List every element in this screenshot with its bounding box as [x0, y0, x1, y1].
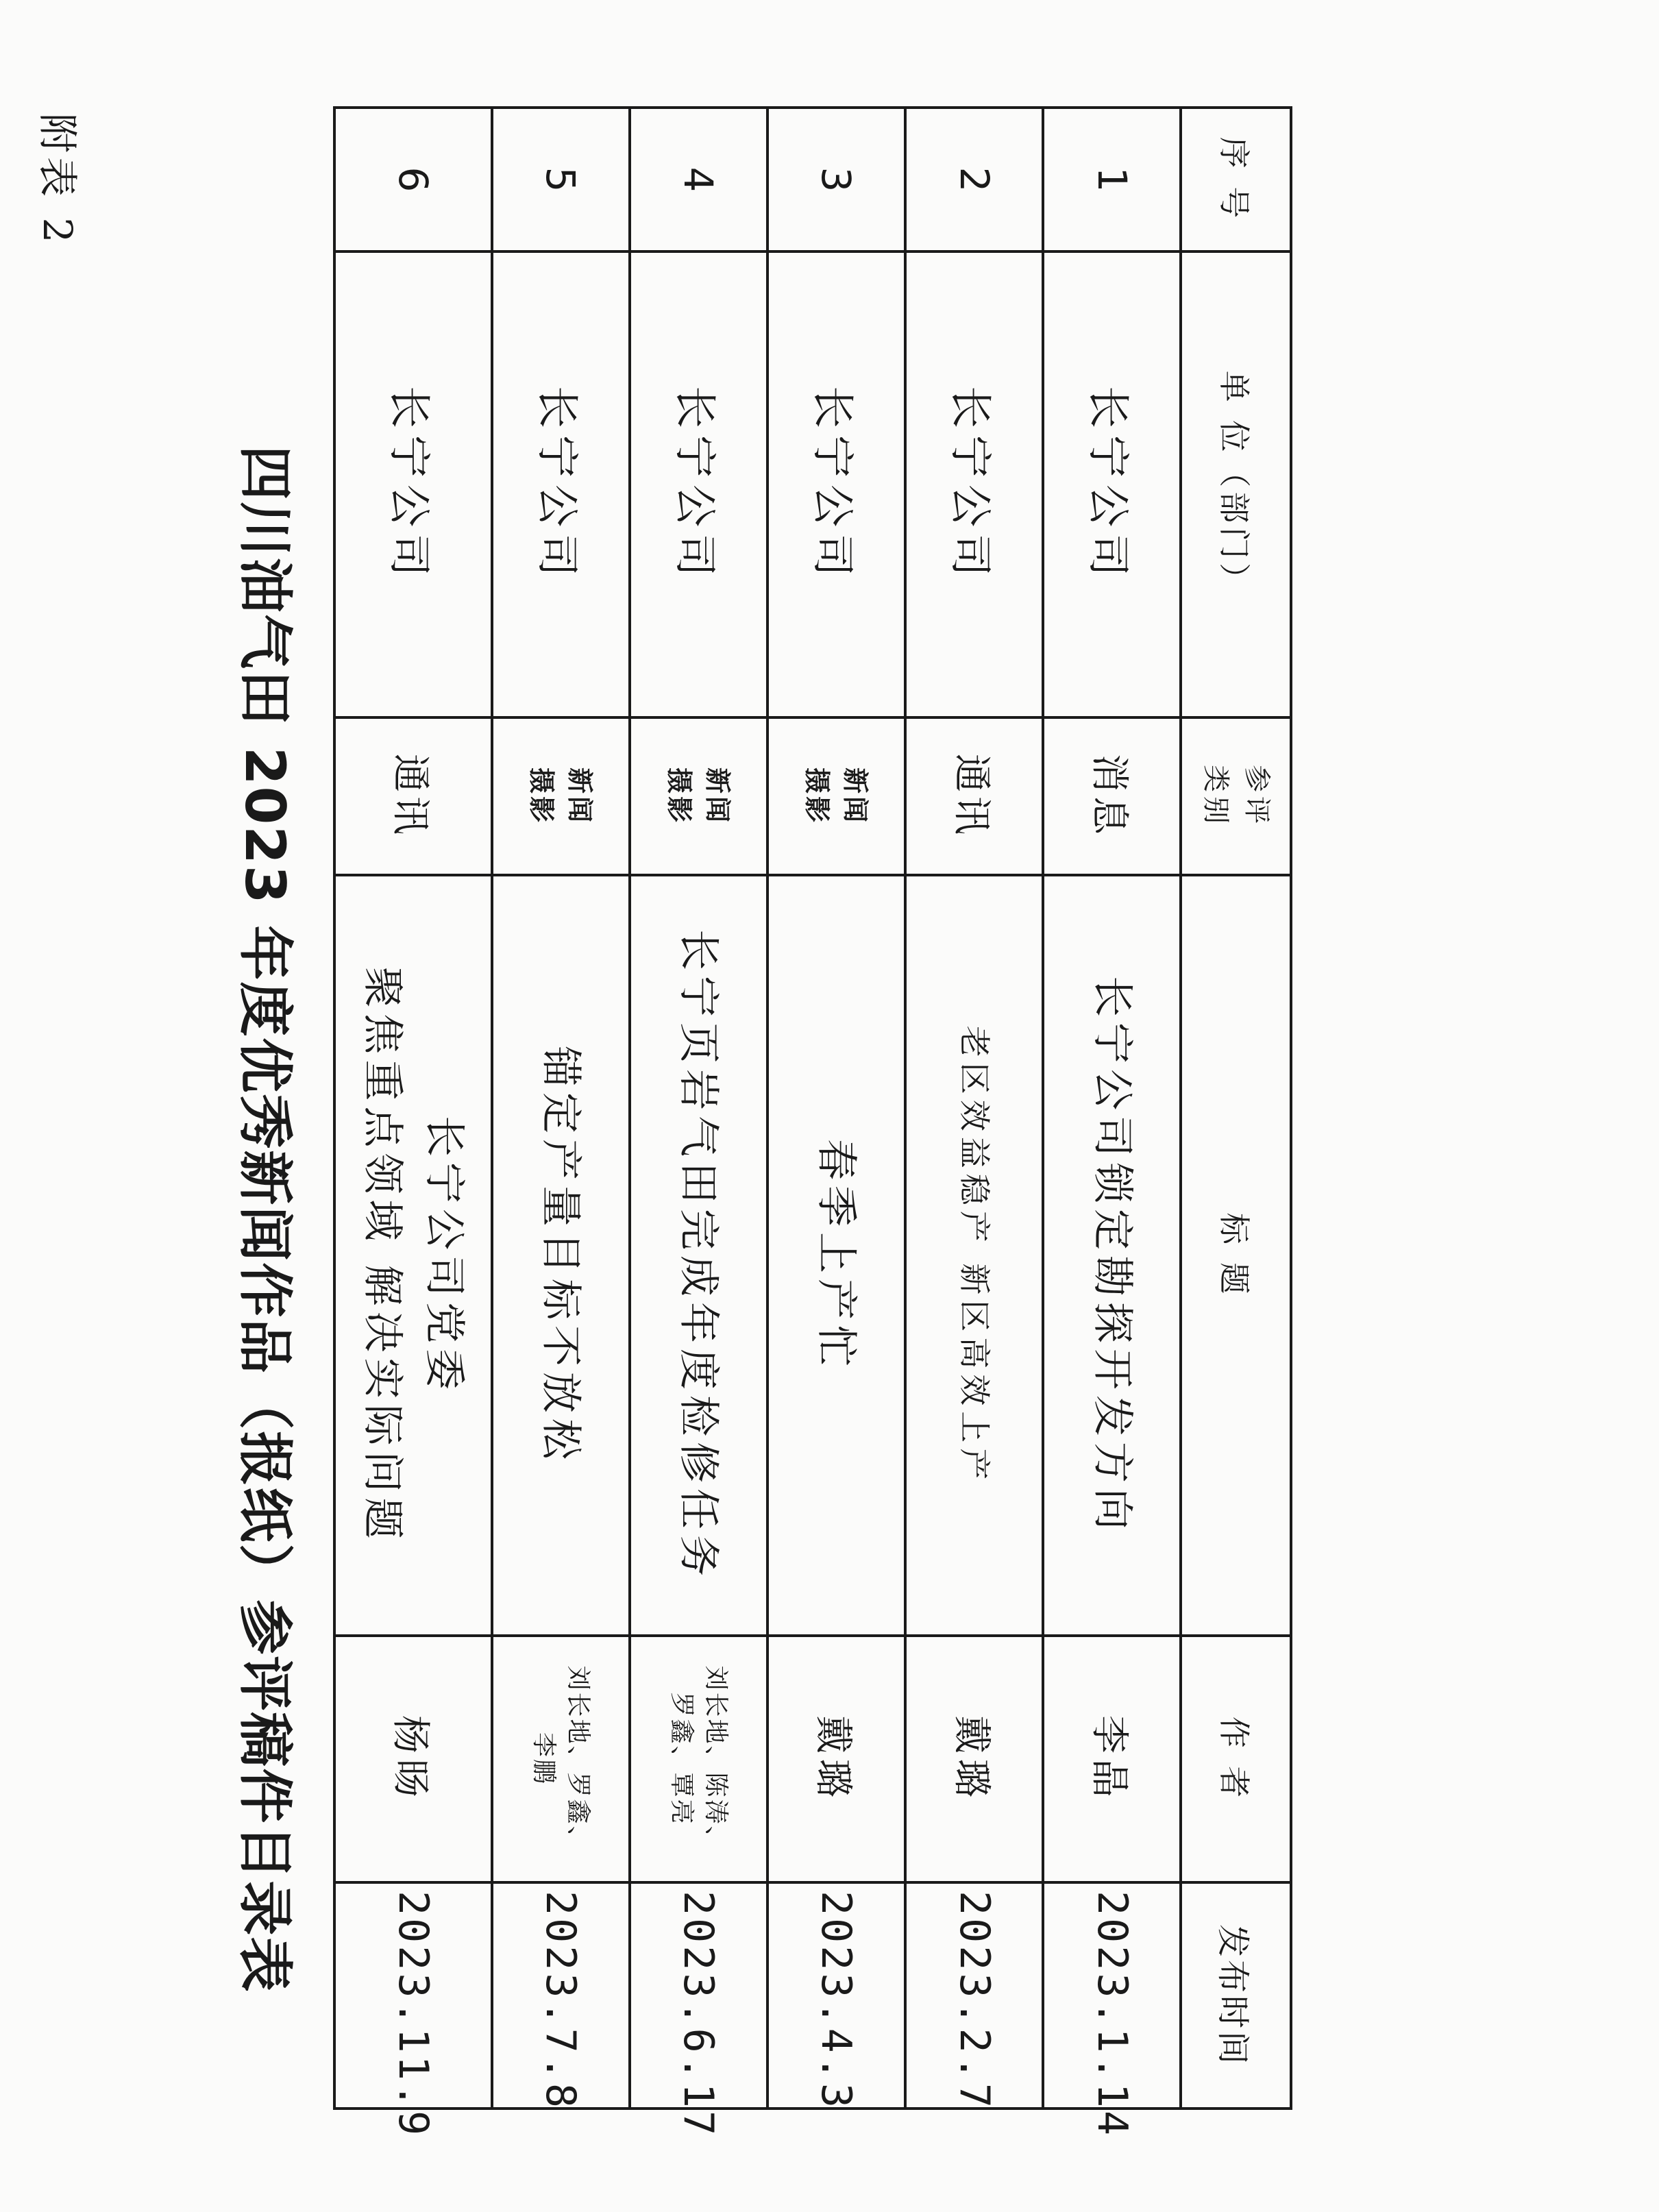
header-author: 作 者: [1181, 1636, 1291, 1882]
row-title: 长宁公司锁定勘探开发方向: [1043, 875, 1181, 1636]
row-unit: 长宁公司: [492, 251, 630, 717]
row-category: [630, 717, 767, 875]
row-author-line2: 李鹏: [530, 1732, 558, 1786]
header-category-line2: 类别: [1199, 765, 1231, 828]
row-seq: 4: [630, 108, 767, 251]
row-author: 戴璐: [905, 1636, 1043, 1882]
row-unit: 长宁公司: [1043, 251, 1181, 717]
header-seq: 序 号: [1181, 108, 1291, 251]
row-unit: 长宁公司: [767, 251, 905, 717]
row-category: [492, 717, 630, 875]
row-title-line2: 聚焦重点领域 解决实际问题: [358, 966, 406, 1545]
row-author: [492, 1636, 630, 1882]
table-row: [905, 108, 1043, 2109]
row-date: 2023.11.9: [334, 1882, 492, 2109]
row-seq: 6: [334, 108, 492, 251]
row-title: [334, 875, 492, 1636]
table-row: [767, 108, 905, 2109]
row-date: 2023.4.3: [767, 1882, 905, 2109]
row-category-line2: 摄影: [802, 767, 833, 825]
row-date: 2023.2.7: [905, 1882, 1043, 2109]
row-unit: 长宁公司: [334, 251, 492, 717]
table-row: [492, 108, 630, 2109]
row-category-line1: 新闻: [565, 767, 596, 825]
row-author: 李晶: [1043, 1636, 1181, 1882]
row-unit: 长宁公司: [905, 251, 1043, 717]
row-category: 通讯: [905, 717, 1043, 875]
submission-table: [333, 106, 1292, 2139]
row-category: 消息: [1043, 717, 1181, 875]
row-title: 春季上产忙: [767, 875, 905, 1636]
row-title: 长宁页岩气田完成年度检修任务: [630, 875, 767, 1636]
row-author: [630, 1636, 767, 1882]
row-title: 老区效益稳产 新区高效上产: [905, 875, 1043, 1636]
appendix-label: 附表 2: [34, 113, 81, 247]
header-title: 标 题: [1181, 875, 1291, 1636]
table-row: [1043, 108, 1181, 2109]
row-title-line1: 长宁公司党委: [419, 1116, 468, 1395]
header-unit: 单 位（部门）: [1181, 251, 1291, 717]
document-title: 四川油气田 2023 年度优秀新闻作品（报纸）参评稿件目录表: [233, 445, 297, 1993]
row-seq: 3: [767, 108, 905, 251]
row-seq: 5: [492, 108, 630, 251]
row-category: 通讯: [334, 717, 492, 875]
row-seq: 2: [905, 108, 1043, 251]
header-category: [1181, 717, 1291, 875]
row-author-line2: 罗鑫、覃亮: [667, 1692, 696, 1826]
header-date: 发布时间: [1181, 1882, 1291, 2109]
row-category-line2: 摄影: [664, 767, 696, 825]
table-row: [334, 108, 492, 2109]
row-author-line1: 刘长地、罗鑫、: [564, 1665, 593, 1853]
table-row: [630, 108, 767, 2109]
row-category-line1: 新闻: [702, 767, 734, 825]
row-date: 2023.1.14: [1043, 1882, 1181, 2109]
row-seq: 1: [1043, 108, 1181, 251]
row-unit: 长宁公司: [630, 251, 767, 717]
row-author: 杨旸: [334, 1636, 492, 1882]
row-date: 2023.7.8: [492, 1882, 630, 2109]
row-category: [767, 717, 905, 875]
row-category-line2: 摄影: [526, 767, 558, 825]
header-category-line1: 参评: [1240, 765, 1273, 828]
table-header-row: [1181, 108, 1291, 2109]
row-date: 2023.6.17: [630, 1882, 767, 2109]
row-author-line1: 刘长地、陈涛、: [702, 1665, 730, 1853]
row-category-line1: 新闻: [840, 767, 872, 825]
row-author: 戴璐: [767, 1636, 905, 1882]
row-title: 锚定产量目标不放松: [492, 875, 630, 1636]
